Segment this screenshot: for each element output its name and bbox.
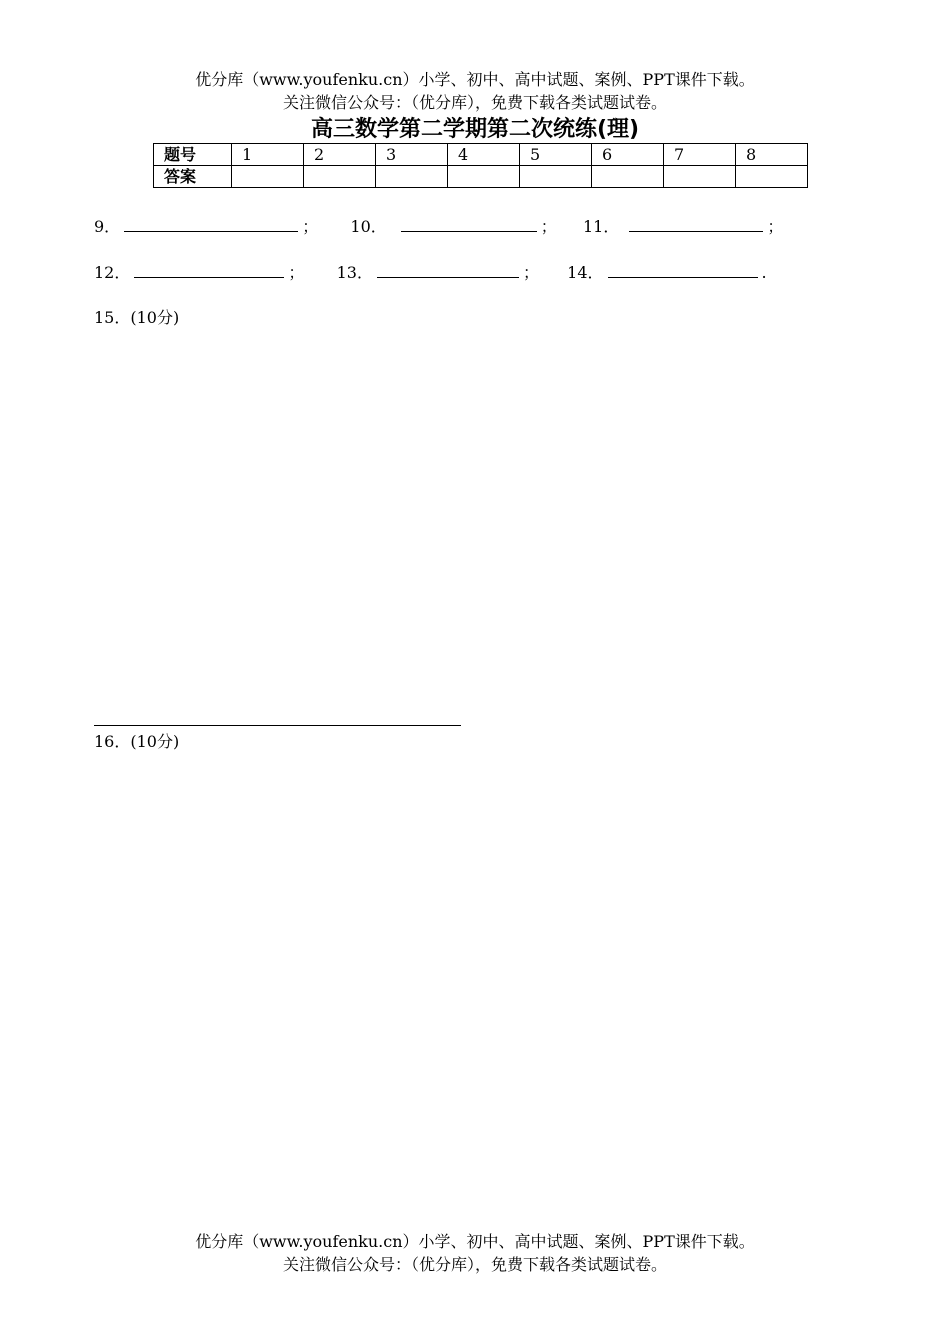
- separator: ；: [540, 217, 557, 236]
- q12-blank[interactable]: [134, 261, 284, 278]
- question-number-cell: 1: [232, 144, 304, 166]
- section-divider: [94, 725, 461, 726]
- answer-cell[interactable]: [520, 166, 592, 188]
- q10-label: 10．: [350, 217, 387, 236]
- question-number-cell: 2: [304, 144, 376, 166]
- separator: ；: [302, 217, 319, 236]
- footer-line-1: 优分库（www.youfenku.cn）小学、初中、高中试题、案例、PPT课件下载。: [195, 1232, 755, 1251]
- question-number-cell: 4: [448, 144, 520, 166]
- answer-cell[interactable]: [592, 166, 664, 188]
- question-16-heading: 16．(10分): [94, 732, 180, 751]
- q9-blank[interactable]: [124, 215, 298, 232]
- fill-blank-row-2: [94, 261, 767, 284]
- question-15-heading: 15．(10分): [94, 308, 180, 327]
- question-number-cell: 8: [736, 144, 808, 166]
- end-period: .: [761, 263, 767, 282]
- answer-cell[interactable]: [232, 166, 304, 188]
- row-label-number: 题号: [154, 144, 232, 166]
- separator: ；: [522, 263, 539, 282]
- q14-blank[interactable]: [608, 261, 758, 278]
- separator: ；: [767, 217, 784, 236]
- question-number-cell: 3: [376, 144, 448, 166]
- answer-cell[interactable]: [736, 166, 808, 188]
- answer-cell[interactable]: [664, 166, 736, 188]
- q12-label: 12．: [94, 263, 131, 282]
- header-line-1: 优分库（www.youfenku.cn）小学、初中、高中试题、案例、PPT课件下载。: [195, 70, 755, 89]
- q13-blank[interactable]: [377, 261, 519, 278]
- q9-label: 9．: [94, 217, 121, 236]
- header-line-2: 关注微信公众号：（优分库），免费下载各类试题试卷。: [282, 93, 667, 112]
- question-number-cell: 7: [664, 144, 736, 166]
- q14-label: 14．: [567, 263, 604, 282]
- answer-cell[interactable]: [304, 166, 376, 188]
- q11-label: 11．: [582, 217, 620, 236]
- footer-line-2: 关注微信公众号：（优分库），免费下载各类试题试卷。: [282, 1255, 667, 1274]
- q10-blank[interactable]: [401, 215, 537, 232]
- q11-blank[interactable]: [629, 215, 763, 232]
- question-number-cell: 6: [592, 144, 664, 166]
- page-title: 高三数学第二学期第二次统练(理): [310, 117, 640, 142]
- separator: ；: [288, 263, 305, 282]
- answer-cell[interactable]: [376, 166, 448, 188]
- answer-row: [154, 166, 808, 188]
- question-number-row: [154, 144, 808, 166]
- fill-blank-row-1: [94, 215, 783, 238]
- question-number-cell: 5: [520, 144, 592, 166]
- row-label-answer: 答案: [154, 166, 232, 188]
- q13-label: 13．: [336, 263, 373, 282]
- answer-cell[interactable]: [448, 166, 520, 188]
- answer-table: [153, 143, 808, 188]
